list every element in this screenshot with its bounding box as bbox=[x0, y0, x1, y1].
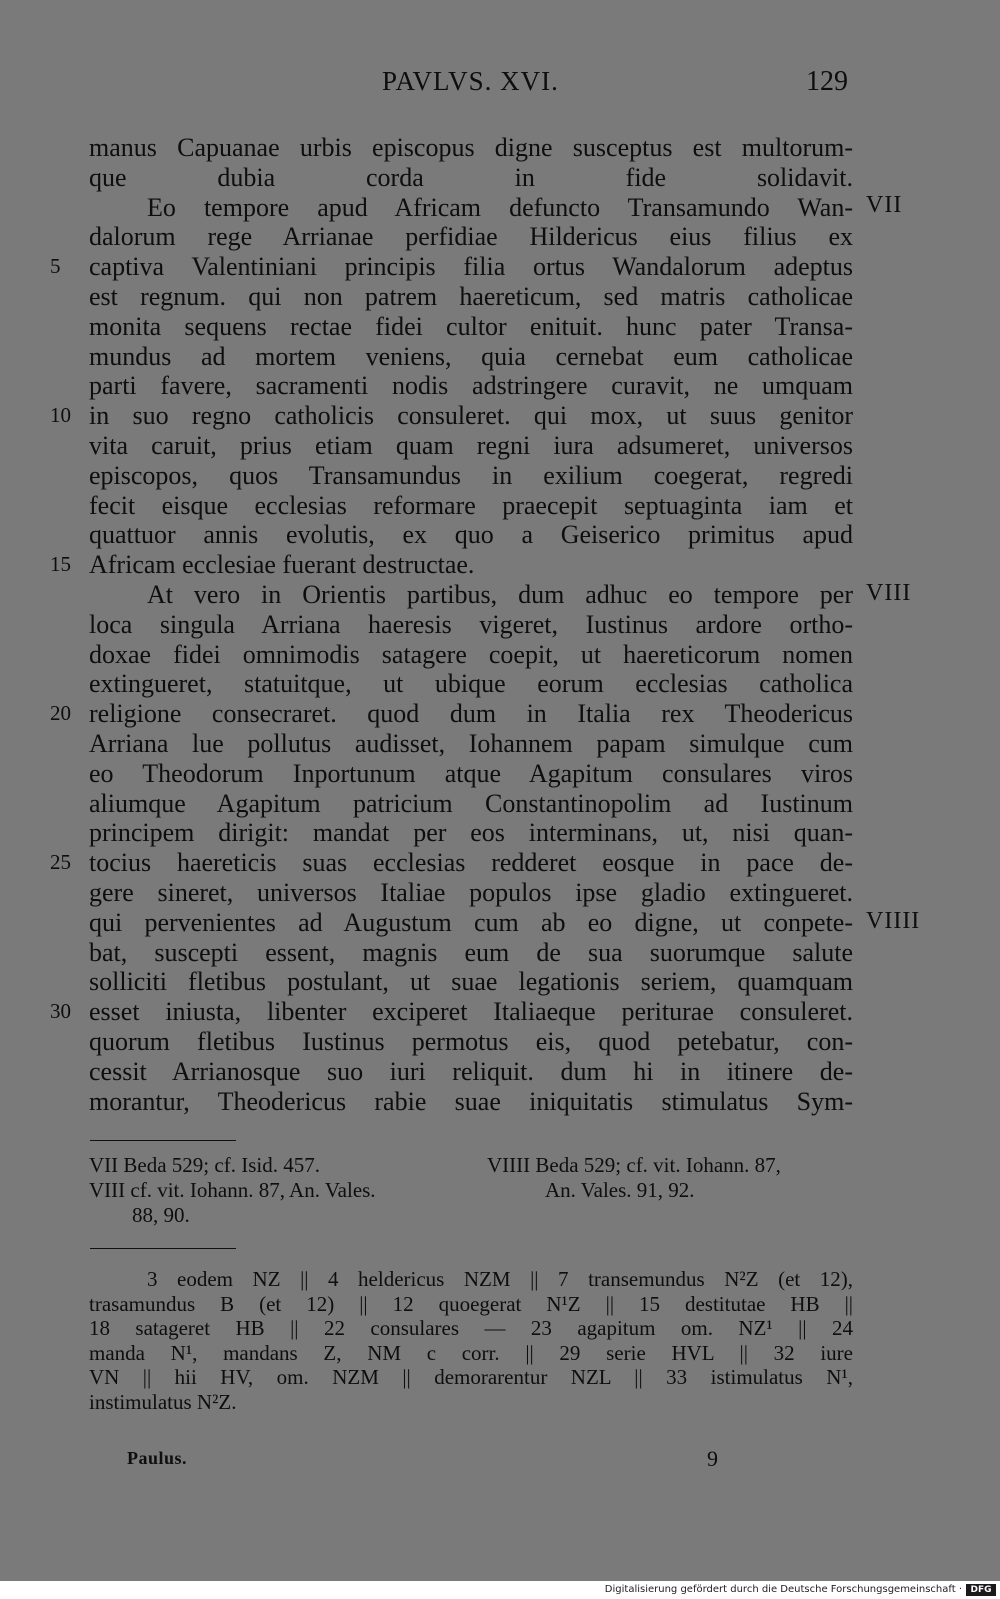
text-line bbox=[89, 221, 853, 252]
text-line bbox=[89, 609, 853, 640]
apparatus-line bbox=[89, 1292, 853, 1317]
text-line-content: gere sineret, universos Italiae populos ipse gladio extingueret. bbox=[89, 878, 853, 907]
text-line-content: Arriana lue pollutus audisset, Iohannem papam simulque cum bbox=[89, 729, 853, 758]
apparatus-line-content: manda N¹, mandans Z, NM c corr. || 29 serie HVL || 32 iure bbox=[89, 1341, 853, 1365]
apparatus-line bbox=[89, 1267, 853, 1292]
text-line-content: eo Theodorum Inportunum atque Agapitum consulares viros bbox=[89, 759, 853, 788]
dfg-logo: DFG bbox=[966, 1584, 996, 1596]
text-line bbox=[89, 251, 853, 282]
text-line-content: principem dirigit: mandat per eos interminans, ut, nisi quan- bbox=[89, 818, 853, 847]
page-number: 129 bbox=[806, 66, 848, 97]
text-line bbox=[89, 281, 853, 312]
source-note-line: VII Beda 529; cf. Isid. 457. bbox=[89, 1153, 320, 1177]
text-line-content: mundus ad mortem veniens, quia cernebat eum catholicae bbox=[89, 342, 853, 371]
text-line-content: doxae fidei omnimodis satagere coepit, ut haereticorum nomen bbox=[89, 640, 853, 669]
margin-section-viiii: VIIII bbox=[866, 908, 921, 934]
text-line-content: episcopos, quos Transamundus in exilium coegerat, regredi bbox=[89, 461, 853, 490]
apparatus-rule bbox=[90, 1248, 236, 1249]
text-line bbox=[89, 162, 853, 193]
text-line bbox=[89, 966, 853, 997]
footnote-rule bbox=[90, 1140, 236, 1141]
text-line-content: religione consecraret. quod dum in Italia rex Theodericus bbox=[89, 699, 853, 728]
apparatus-line-content: 18 satageret HB || 22 consulares — 23 agapitum om. NZ¹ || 24 bbox=[89, 1316, 853, 1340]
text-line-content: aliumque Agapitum patricium Constantinopolim ad Iustinum bbox=[89, 789, 853, 818]
text-line-content: in suo regno catholicis consuleret. qui mox, ut suus genitor bbox=[89, 401, 853, 430]
margin-section-vii: VII bbox=[866, 192, 903, 218]
text-line-content: bat, suscepti essent, magnis eum de sua suorumque salute bbox=[89, 938, 853, 967]
source-note-line: 88, 90. bbox=[132, 1203, 190, 1227]
text-line bbox=[89, 579, 853, 610]
text-line bbox=[89, 698, 853, 729]
apparatus-line bbox=[89, 1365, 853, 1390]
running-title: PAVLVS. XVI. bbox=[382, 66, 559, 96]
text-line bbox=[89, 668, 853, 699]
text-line bbox=[89, 341, 853, 372]
text-line bbox=[89, 132, 853, 163]
text-line-content: morantur, Theodericus rabie suae iniquitatis stimulatus Sym- bbox=[89, 1087, 853, 1116]
source-note-line: VIIII Beda 529; cf. vit. Iohann. 87, bbox=[487, 1153, 781, 1177]
text-line-content: dalorum rege Arrianae perfidiae Hildericus eius filius ex bbox=[89, 222, 853, 251]
source-note-line: An. Vales. 91, 92. bbox=[545, 1178, 695, 1202]
line-number: 30 bbox=[50, 999, 71, 1023]
text-line bbox=[89, 192, 853, 223]
text-line-content: manus Capuanae urbis episcopus digne susceptus est multorum- bbox=[89, 133, 853, 162]
apparatus-line bbox=[89, 1316, 853, 1341]
line-number: 25 bbox=[50, 850, 71, 874]
text-line bbox=[89, 817, 853, 848]
text-line-content: vita caruit, prius etiam quam regni iura adsumeret, universos bbox=[89, 431, 853, 460]
text-line bbox=[89, 400, 853, 431]
text-line bbox=[89, 907, 853, 938]
text-line-content: At vero in Orientis partibus, dum adhuc eo tempore per bbox=[147, 580, 853, 609]
text-line bbox=[89, 758, 853, 789]
signature-mark: Paulus. bbox=[127, 1448, 188, 1468]
text-line bbox=[89, 877, 853, 908]
text-line bbox=[89, 430, 853, 461]
apparatus-line bbox=[89, 1341, 853, 1366]
digitization-bar bbox=[0, 1581, 1000, 1599]
text-line-content: extingueret, statuitque, ut ubique eorum ecclesias catholica bbox=[89, 669, 853, 698]
apparatus-line-content: 3 eodem NZ || 4 heldericus NZM || 7 transemundus N²Z (et 12), bbox=[147, 1267, 853, 1291]
text-line-content: qui pervenientes ad Augustum cum ab eo digne, ut conpete- bbox=[89, 908, 853, 937]
text-line-content: Africam ecclesiae fuerant destructae. bbox=[89, 550, 475, 579]
text-line bbox=[89, 490, 853, 521]
text-line-content: quattuor annis evolutis, ex quo a Geiserico primitus apud bbox=[89, 520, 853, 549]
line-number: 20 bbox=[50, 701, 71, 725]
text-line bbox=[89, 1086, 853, 1117]
text-line-content: solliciti fletibus postulant, ut suae legationis seriem, quamquam bbox=[89, 967, 853, 996]
text-line bbox=[89, 311, 853, 342]
text-line bbox=[89, 937, 853, 968]
text-line-content: monita sequens rectae fidei cultor enituit. hunc pater Transa- bbox=[89, 312, 853, 341]
text-line bbox=[89, 370, 853, 401]
text-line-content: est regnum. qui non patrem haereticum, sed matris catholicae bbox=[89, 282, 853, 311]
sheet-number: 9 bbox=[707, 1446, 718, 1471]
text-line bbox=[89, 549, 853, 580]
text-line bbox=[89, 1026, 853, 1057]
text-line bbox=[89, 847, 853, 878]
apparatus-line-content: trasamundus B (et 12) || 12 quoegerat N¹Z || 15 destitutae HB || bbox=[89, 1292, 853, 1316]
text-line-content: esset iniusta, libenter exciperet Italiaeque periturae consuleret. bbox=[89, 997, 853, 1026]
text-line bbox=[89, 519, 853, 550]
apparatus-line bbox=[89, 1390, 853, 1415]
text-line-content: cessit Arrianosque suo iuri reliquit. dum hi in itinere de- bbox=[89, 1057, 853, 1086]
apparatus-line-content: VN || hii HV, om. NZM || demorarentur NZL || 33 istimulatus N¹, bbox=[89, 1365, 853, 1389]
margin-section-viii: VIII bbox=[866, 580, 912, 606]
text-line-content: parti favere, sacramenti nodis adstringere curavit, ne umquam bbox=[89, 371, 853, 400]
digitization-note: Digitalisierung gefördert durch die Deutsche Forschungsgemeinschaft · bbox=[604, 1584, 962, 1595]
text-line-content: fecit eisque ecclesias reformare praecepit septuaginta iam et bbox=[89, 491, 853, 520]
text-line-content: captiva Valentiniani principis filia ortus Wandalorum adeptus bbox=[89, 252, 853, 281]
text-line bbox=[89, 460, 853, 491]
text-line bbox=[89, 728, 853, 759]
text-line bbox=[89, 1056, 853, 1087]
line-number: 10 bbox=[50, 403, 71, 427]
text-line-content: quorum fletibus Iustinus permotus eis, quod petebatur, con- bbox=[89, 1027, 853, 1056]
source-note-line: VIII cf. vit. Iohann. 87, An. Vales. bbox=[89, 1178, 376, 1202]
running-header bbox=[0, 66, 1000, 100]
line-number: 5 bbox=[50, 254, 61, 278]
text-line bbox=[89, 788, 853, 819]
text-line bbox=[89, 639, 853, 670]
text-line-content: tocius haereticis suas ecclesias redderet eosque in pace de- bbox=[89, 848, 853, 877]
text-line-content: Eo tempore apud Africam defuncto Transamundo Wan- bbox=[147, 193, 853, 222]
apparatus-line-content: instimulatus N²Z. bbox=[89, 1390, 237, 1414]
text-line-content: que dubia corda in fide solidavit. bbox=[89, 163, 853, 192]
line-number: 15 bbox=[50, 552, 71, 576]
text-line bbox=[89, 996, 853, 1027]
text-line-content: loca singula Arriana haeresis vigeret, Iustinus ardore ortho- bbox=[89, 610, 853, 639]
